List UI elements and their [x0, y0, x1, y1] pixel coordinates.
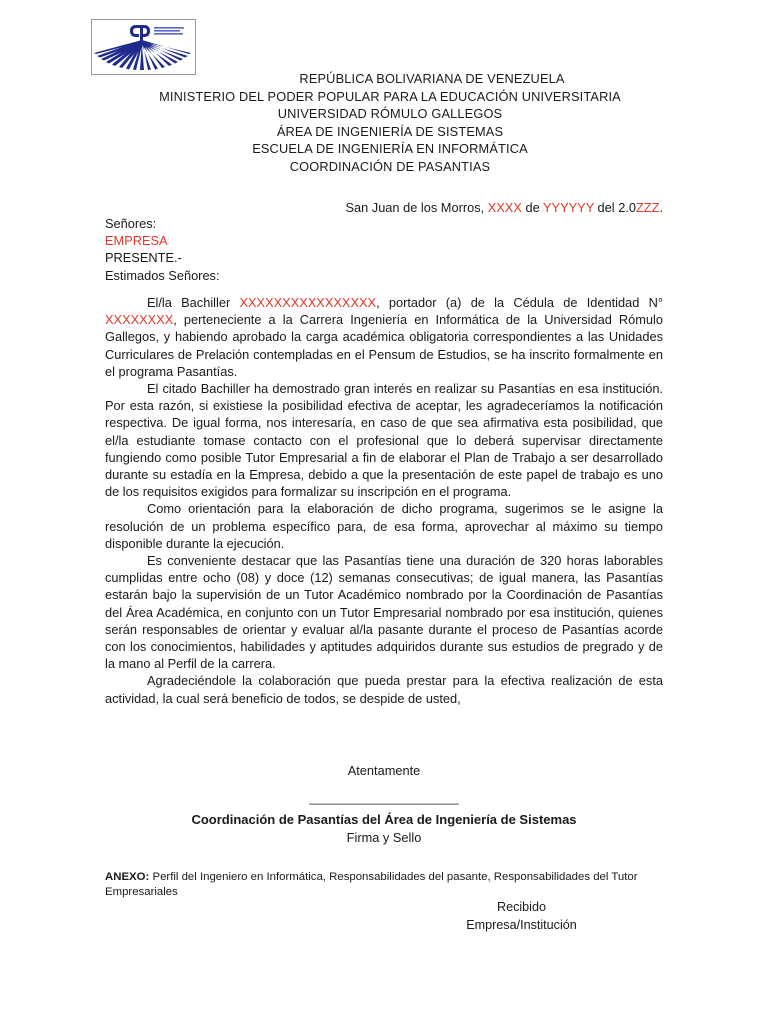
- date-month-placeholder: YYYYYY: [543, 200, 594, 215]
- addressee-presente: PRESENTE.-: [105, 250, 182, 266]
- p1-part-b: , portador (a) de la Cédula de Identidad N°: [376, 295, 663, 310]
- paragraph-2: El citado Bachiller ha demostrado gran interés en realizar su Pasantías en esa institución. Por esta razón, si existiese la posibilidad efectiva de aceptar, les agradeceríamos la notificación respectiva. De igual forma, nos interesaría, en caso de que sea afirmativa esta posibilidad, que el/la estudiante tomase contacto con el profesional que lo deberá supervisar directamente fungiendo como posible Tutor Empresarial a fin de elaborar el Plan de Trabajo a ser desarrollado durante su estadía en la Empresa, debido a que la presentación de este papel de trabajo es uno de los requisitos exigidos para formalizar su inscripción en el programa.: [105, 381, 663, 500]
- signature-subtitle: Firma y Sello: [346, 830, 422, 845]
- addressee-block: [105, 215, 220, 284]
- date-pre-year: del 2.0: [594, 200, 636, 215]
- paragraph-5: Agradeciéndole la colaboración que pueda prestar para la efectiva realización de esta actividad, la cual será beneficio de todos, se despide de usted,: [105, 673, 663, 706]
- signature-title: Coordinación de Pasantías del Área de Ingeniería de Sistemas: [191, 812, 577, 827]
- student-name-placeholder: XXXXXXXXXXXXXXXX: [239, 295, 377, 310]
- date-mid: de: [521, 200, 544, 215]
- logo-wing-graphic: [92, 20, 193, 72]
- receipt-block: [380, 898, 663, 934]
- institution-header: [0, 70, 768, 176]
- closing-atentamente: Atentamente: [347, 763, 421, 778]
- header-line-3: UNIVERSIDAD RÓMULO GALLEGOS: [277, 106, 503, 122]
- receipt-line-1: Recibido: [496, 900, 546, 914]
- header-line-6: COORDINACIÓN DE PASANTIAS: [289, 158, 491, 174]
- paragraph-4: Es conveniente destacar que las Pasantías tiene una duración de 320 horas laborables cumplidas entre ocho (08) y doce (12) semanas consecutivas; de igual manera, las Pasantías estarán bajo la supervisión de un Tutor Académico nombrado por la Coordinación de Pasantías del Área Académica, en conjunto con un Tutor Empresarial nombrado por esa institución, quienes serán responsables de orientar y evaluar al/la pasante durante el proceso de Pasantías acorde con los conocimientos, habilidades y aptitudes adquiridos durante sus estudios de pregrado y de la mano al Perfil de la carrera.: [105, 553, 663, 672]
- header-line-2: MINISTERIO DEL PODER POPULAR PARA LA EDUCACIÓN UNIVERSITARIA: [159, 88, 621, 104]
- anexo-block: [105, 870, 650, 900]
- student-id-placeholder: XXXXXXXX: [105, 312, 174, 328]
- header-line-1: REPÚBLICA BOLIVARIANA DE VENEZUELA: [299, 71, 565, 86]
- date-city: San Juan de los Morros,: [345, 200, 488, 215]
- university-logo: [91, 19, 196, 75]
- addressee-greeting: Estimados Señores:: [105, 267, 220, 283]
- date-end: .: [659, 200, 663, 215]
- date-line: [105, 199, 663, 216]
- p1-part-a: El/la Bachiller: [147, 295, 240, 310]
- anexo-text: Perfil del Ingeniero en Informática, Responsabilidades del pasante, Responsabilidades del Tutor Empresariales: [105, 871, 638, 898]
- addressee-company-placeholder: EMPRESA: [105, 233, 168, 249]
- header-line-5: ESCUELA DE INGENIERÍA EN INFORMÁTICA: [252, 141, 528, 157]
- header-line-4: ÁREA DE INGENIERÍA DE SISTEMAS: [276, 123, 504, 139]
- receipt-line-2: Empresa/Institución: [466, 918, 577, 932]
- addressee-salutation: Señores:: [105, 216, 157, 231]
- p1-part-c: , perteneciente a la Carrera Ingeniería en Informática de la Universidad Rómulo Gallegos, y habiendo aprobado la carga académica obligatoria correspondientes a las Unidades Curriculares de Prelación contempladas en el Pensum de Estudios, se ha inscrito formalmente en el programa Pasantías.: [105, 312, 663, 379]
- letter-body: [105, 294, 663, 707]
- date-year-placeholder: ZZZ: [635, 200, 660, 215]
- paragraph-3: Como orientación para la elaboración de dicho programa, sugerimos se le asigne la resolución de un problema específico para, de esa forma, aprovechar al máximo su tiempo disponible durante la ejecución.: [105, 501, 663, 551]
- anexo-label: ANEXO:: [105, 871, 150, 883]
- signature-rule: _____________________: [309, 790, 459, 805]
- paragraph-1: [105, 294, 663, 380]
- date-day-placeholder: XXXX: [487, 200, 522, 215]
